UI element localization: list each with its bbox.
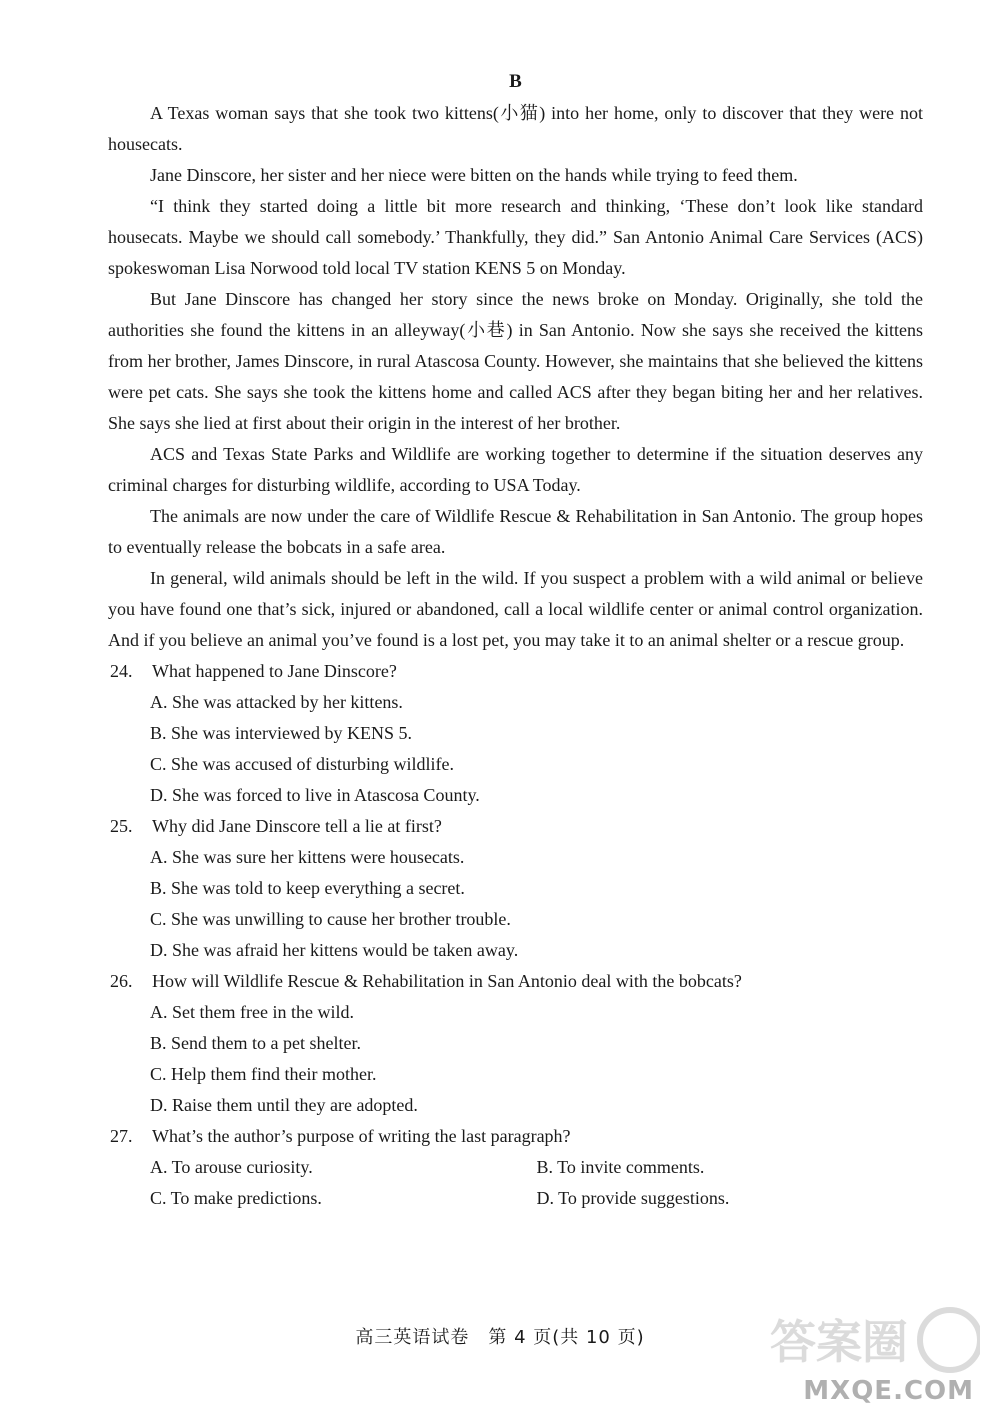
passage-paragraph: But Jane Dinscore has changed her story since the news broke on Monday. Originally, she told the authorities she found the kittens in an alleyway(小巷) in San Antonio. Now she says she received the kittens from her brother, James Dinscore, in rural Atascosa County. However, she maintains that she believed the kittens were pet cats. She says she took the kittens home and called ACS after they began biting her and her relatives. She says she lied at first about their origin in the interest of her brother. — [108, 289, 923, 433]
answer-option: C. She was accused of disturbing wildlife. — [150, 754, 454, 774]
answer-option: C. Help them find their mother. — [150, 1064, 377, 1084]
answer-option: A. She was sure her kittens were housecats. — [150, 847, 465, 867]
page-footer: 高三英语试卷 第 4 页(共 10 页) — [355, 1327, 645, 1348]
question-number: 25. — [110, 816, 133, 836]
question-text: What happened to Jane Dinscore? — [152, 661, 397, 681]
section-heading: B — [509, 71, 522, 92]
question-stem — [108, 1121, 923, 1152]
passage-paragraph: “I think they started doing a little bit more research and thinking, ‘These don’t look like standard housecats. Maybe we should call somebody.’ Thankfully, they did.” San Antonio Animal Care Services (ACS) spokeswoman Lisa Norwood told local TV station KENS 5 on Monday. — [108, 196, 923, 278]
watermark-logo-text: 答案圈 — [770, 1315, 908, 1369]
answer-option: D. She was afraid her kittens would be taken away. — [150, 940, 519, 960]
exam-page — [108, 66, 923, 1214]
answer-option: B. To invite comments. — [536, 1157, 705, 1177]
watermark-url: MXQE.COM — [803, 1376, 974, 1406]
question-number: 27. — [110, 1126, 133, 1146]
question-24 — [108, 656, 923, 811]
answer-option: C. She was unwilling to cause her brother trouble. — [150, 909, 511, 929]
question-text: Why did Jane Dinscore tell a lie at first? — [152, 816, 442, 836]
question-26 — [108, 966, 923, 1121]
answer-option-row — [108, 1152, 923, 1183]
answer-option: B. She was interviewed by KENS 5. — [150, 723, 412, 743]
answer-option: A. Set them free in the wild. — [150, 1002, 354, 1022]
question-text: What’s the author’s purpose of writing the last paragraph? — [152, 1126, 571, 1146]
question-25 — [108, 811, 923, 966]
question-27 — [108, 1121, 923, 1214]
passage-paragraph: A Texas woman says that she took two kittens(小猫) into her home, only to discover that they were not housecats. — [108, 103, 923, 154]
answer-option-row — [108, 1183, 923, 1214]
question-text: How will Wildlife Rescue & Rehabilitation in San Antonio deal with the bobcats? — [152, 971, 742, 991]
question-number: 24. — [110, 661, 133, 681]
answer-option: D. Raise them until they are adopted. — [150, 1095, 418, 1115]
question-stem — [108, 811, 923, 842]
answer-option: C. To make predictions. — [150, 1188, 322, 1208]
passage-paragraph: ACS and Texas State Parks and Wildlife are working together to determine if the situation deserves any criminal charges for disturbing wildlife, according to USA Today. — [108, 444, 923, 495]
question-number: 26. — [110, 971, 133, 991]
answer-option: A. She was attacked by her kittens. — [150, 692, 403, 712]
answer-option: B. Send them to a pet shelter. — [150, 1033, 361, 1053]
passage-paragraph: In general, wild animals should be left in the wild. If you suspect a problem with a wild animal or believe you have found one that’s sick, injured or abandoned, call a local wildlife center or animal control organization. And if you believe an animal you’ve found is a lost pet, you may take it to an animal shelter or a rescue group. — [108, 568, 923, 650]
question-stem — [108, 966, 923, 997]
answer-option: D. To provide suggestions. — [536, 1188, 730, 1208]
passage-paragraph: Jane Dinscore, her sister and her niece were bitten on the hands while trying to feed them. — [150, 165, 798, 185]
answer-option: D. She was forced to live in Atascosa County. — [150, 785, 480, 805]
question-stem — [108, 656, 923, 687]
passage-paragraph: The animals are now under the care of Wildlife Rescue & Rehabilitation in San Antonio. The group hopes to eventually release the bobcats in a safe area. — [108, 506, 923, 557]
answer-option: B. She was told to keep everything a secret. — [150, 878, 465, 898]
answer-option: A. To arouse curiosity. — [150, 1157, 313, 1177]
